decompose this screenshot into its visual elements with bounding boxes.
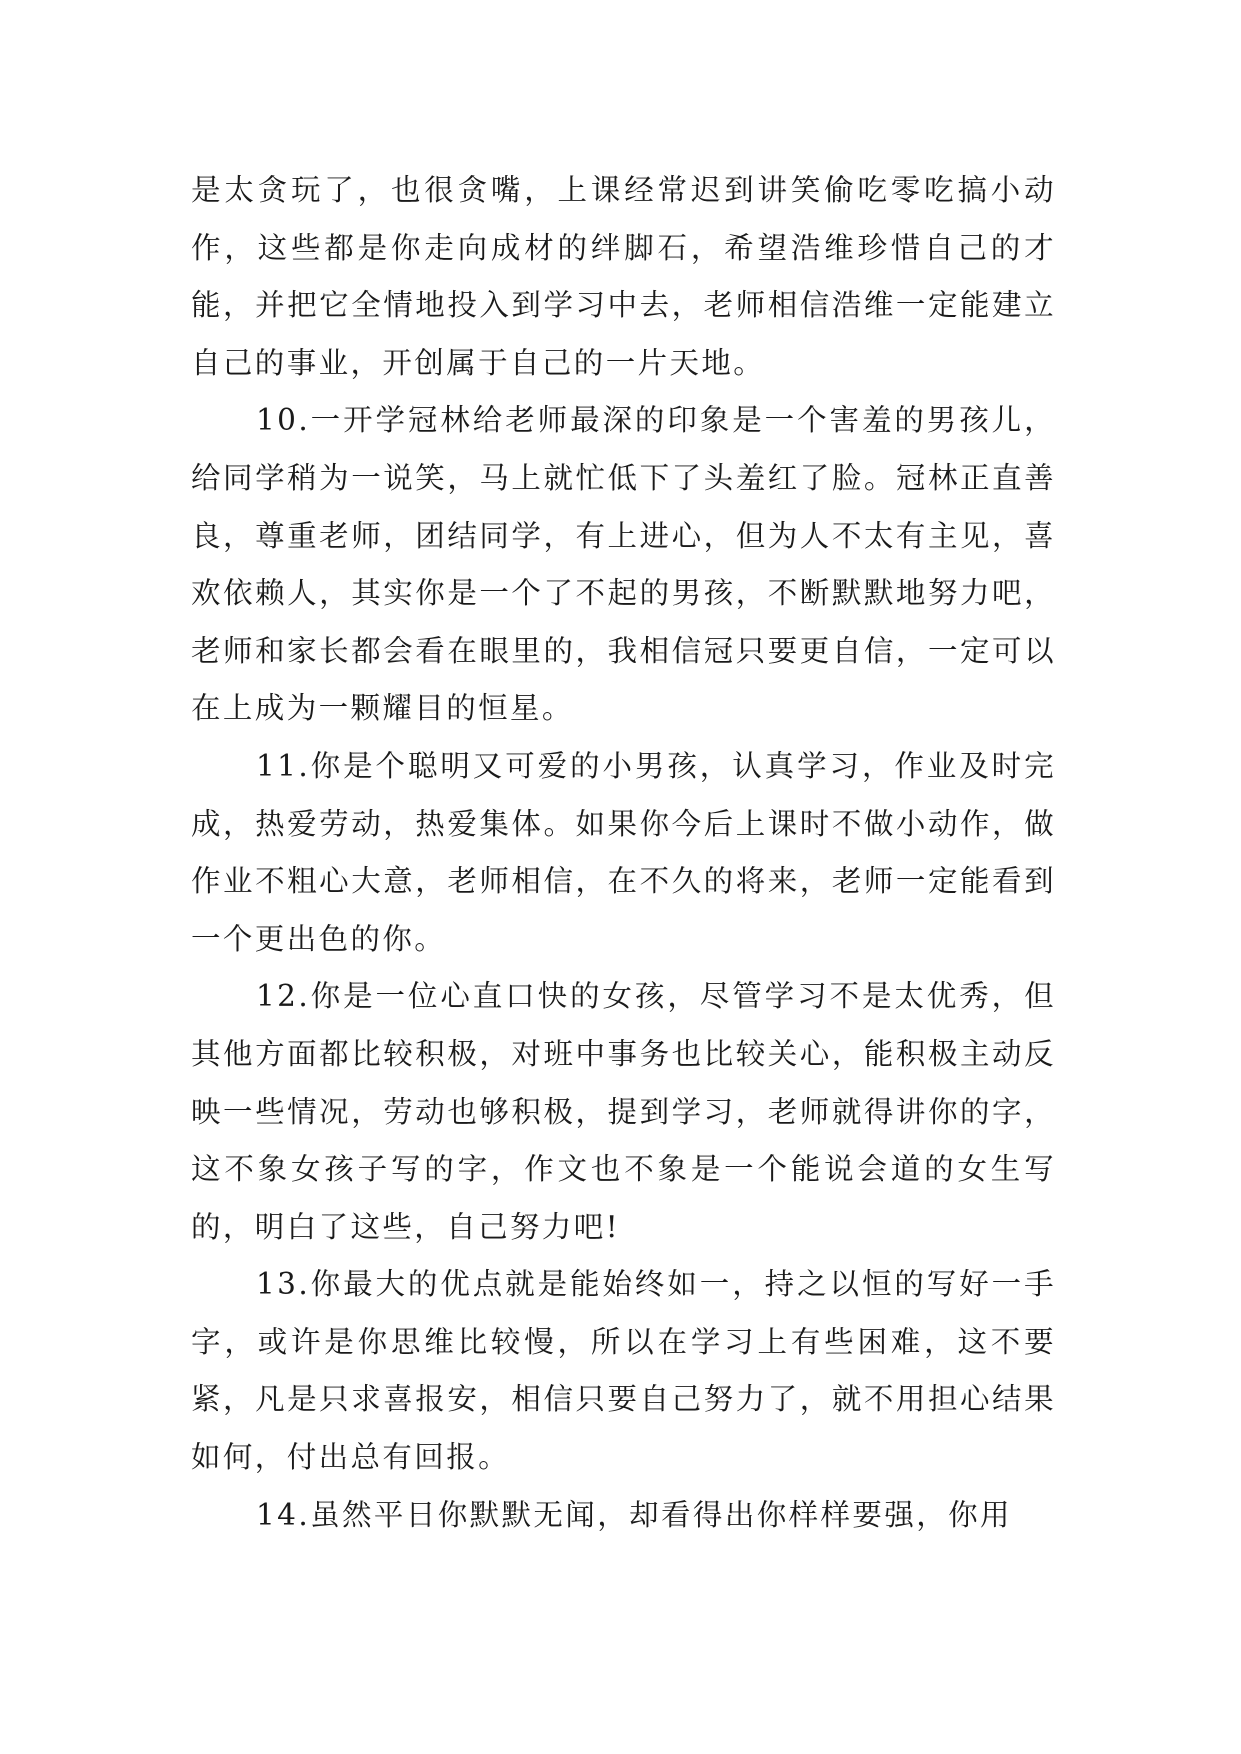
paragraph-item-11: 11.你是个聪明又可爱的小男孩，认真学习，作业及时完成，热爱劳动，热爱集体。如果你今后上课时不做小动作，做作业不粗心大意，老师相信，在不久的将来，老师一定能看到一个更出色的你。 bbox=[191, 748, 1056, 956]
paragraph-item-10: 10.一开学冠林给老师最深的印象是一个害羞的男孩儿，给同学稍为一说笑，马上就忙低下了头羞红了脸。冠林正直善良，尊重老师，团结同学，有上进心，但为人不太有主见，喜欢依赖人，其实你是一个了不起的男孩，不断默默地努力吧，老师和家长都会看在眼里的，我相信冠只要更自信，一定可以在上成为一颗耀目的恒星。 bbox=[191, 403, 1056, 726]
paragraph-item-14: 14.虽然平日你默默无闻，却看得出你样样要强，你用 bbox=[256, 1497, 1012, 1532]
paragraph-continuation: 是太贪玩了，也很贪嘴，上课经常迟到讲笑偷吃零吃搞小动作，这些都是你走向成材的绊脚石，希望浩维珍惜自己的才能，并把它全情地投入到学习中去，老师相信浩维一定能建立自己的事业，开创属于自己的一片天地。 bbox=[191, 173, 1056, 380]
paragraph-item-12: 12.你是一位心直口快的女孩，尽管学习不是太优秀，但其他方面都比较积极，对班中事务也比较关心，能积极主动反映一些情况，劳动也够积极，提到学习，老师就得讲你的字，这不象女孩子写的字，作文也不象是一个能说会道的女生写的，明白了这些，自己努力吧! bbox=[191, 979, 1056, 1244]
paragraph-item-13: 13.你最大的优点就是能始终如一，持之以恒的写好一手字，或许是你思维比较慢，所以在学习上有些困难，这不要紧，凡是只求喜报安，相信只要自己努力了，就不用担心结果如何，付出总有回报。 bbox=[191, 1267, 1056, 1475]
document-body bbox=[191, 162, 1056, 1544]
